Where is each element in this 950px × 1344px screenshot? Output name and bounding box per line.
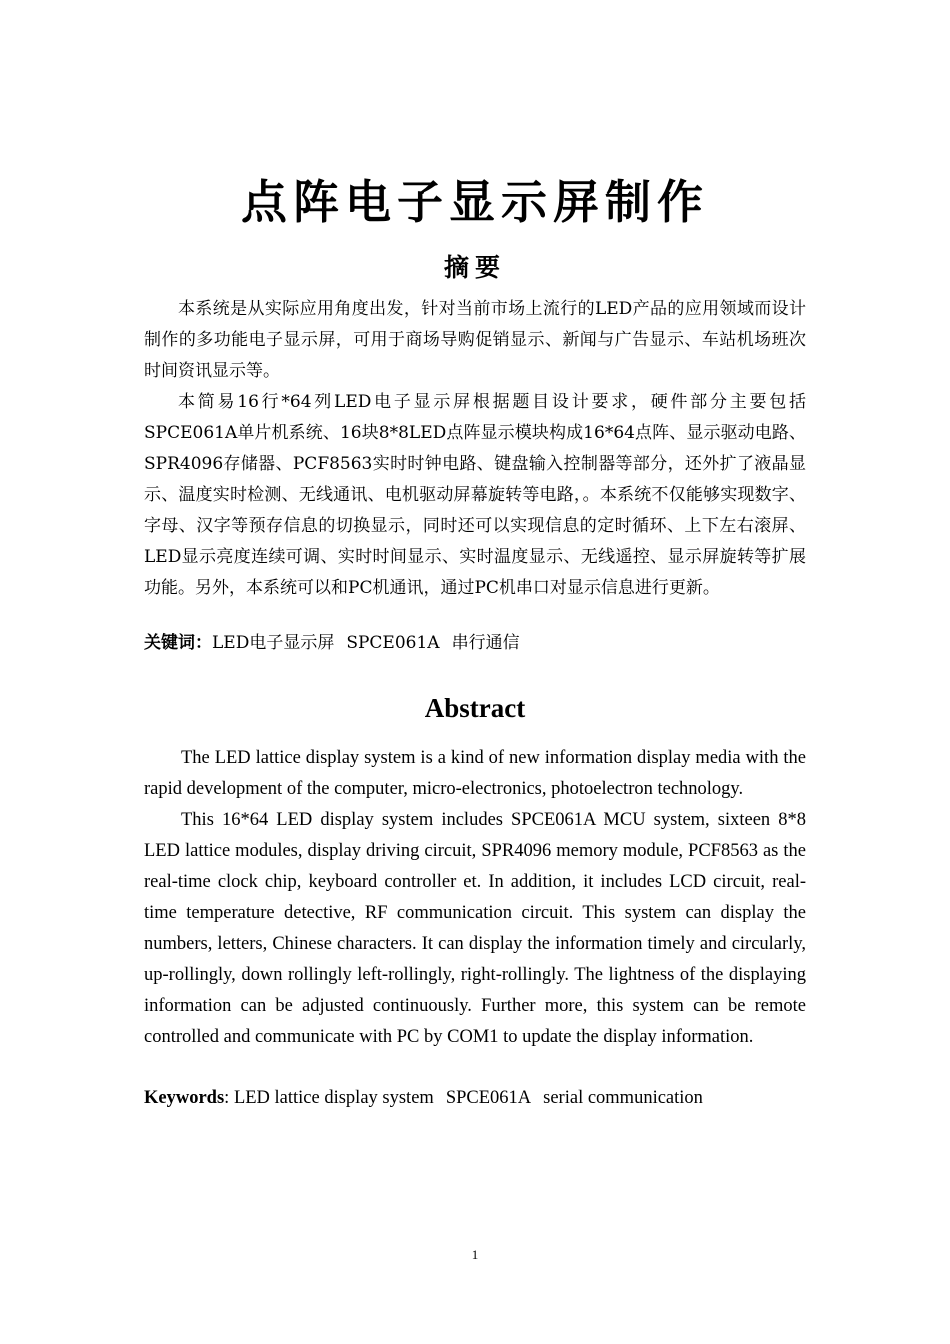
english-keywords-separator: : [224, 1088, 234, 1108]
chinese-keywords [144, 628, 806, 659]
english-abstract-paragraph-1: The LED lattice display system is a kind of new information display media with the rapid development of the computer, micro-electronics, photoelectron technology. [144, 748, 806, 799]
chinese-abstract-paragraph-1: 本系统是从实际应用角度出发，针对当前市场上流行的LED产品的应用领域而设计制作的多功能电子显示屏，可用于商场导购促销显示、新闻与广告显示、车站机场班次时间资讯显示等。 [144, 299, 806, 381]
chinese-keyword-1: LED电子显示屏 [212, 633, 335, 653]
document-title: 点阵电子显示屏制作 [241, 175, 709, 229]
page-content [144, 160, 806, 1114]
chinese-keywords-label: 关键词： [144, 633, 212, 653]
english-keyword-3: serial communication [543, 1088, 703, 1108]
english-keywords [144, 1083, 806, 1114]
english-abstract-heading: Abstract [424, 693, 526, 723]
english-keyword-1: LED lattice display system [233, 1088, 434, 1108]
chinese-abstract-paragraph-2: 本简易16行*64列LED电子显示屏根据题目设计要求，硬件部分主要包括SPCE061A单片机系统、16块8*8LED点阵显示模块构成16*64点阵、显示驱动电路、SPR4096存储器、PCF8563实时时钟电路、键盘输入控制器等部分，还外扩了液晶显示、温度实时检测、无线通讯、电机驱动屏幕旋转等电路，。本系统不仅能够实现数字、字母、汉字等预存信息的切换显示，同时还可以实现信息的定时循环、上下左右滚屏、LED显示亮度连续可调、实时时间显示、实时温度显示、无线遥控、显示屏旋转等扩展功能。另外，本系统可以和PC机通讯，通过PC机串口对显示信息进行更新。 [144, 392, 806, 598]
chinese-abstract-heading: 摘要 [443, 253, 506, 282]
english-keywords-label: Keywords [144, 1088, 225, 1108]
page-number: 1 [471, 1247, 479, 1262]
chinese-keyword-2: SPCE061A [346, 633, 440, 653]
english-abstract-paragraph-2: This 16*64 LED display system includes SPCE061A MCU system, sixteen 8*8 LED lattice modules, display driving circuit, SPR4096 memory module, PCF8563 as the real-time clock chip, keyboard controller et. In addition, it includes LCD circuit, real-time temperature detective, RF communication circuit. This system can display the numbers, letters, Chinese characters. It can display the information timely and circularly, up-rollingly, down rollingly left-rollingly, right-rollingly. The lightness of the displaying information can be adjusted continuously. Further more, this system can be remote controlled and communicate with PC by COM1 to update the display information. [144, 810, 806, 1047]
chinese-keyword-3: 串行通信 [451, 633, 520, 653]
english-keyword-2: SPCE061A [445, 1088, 532, 1108]
